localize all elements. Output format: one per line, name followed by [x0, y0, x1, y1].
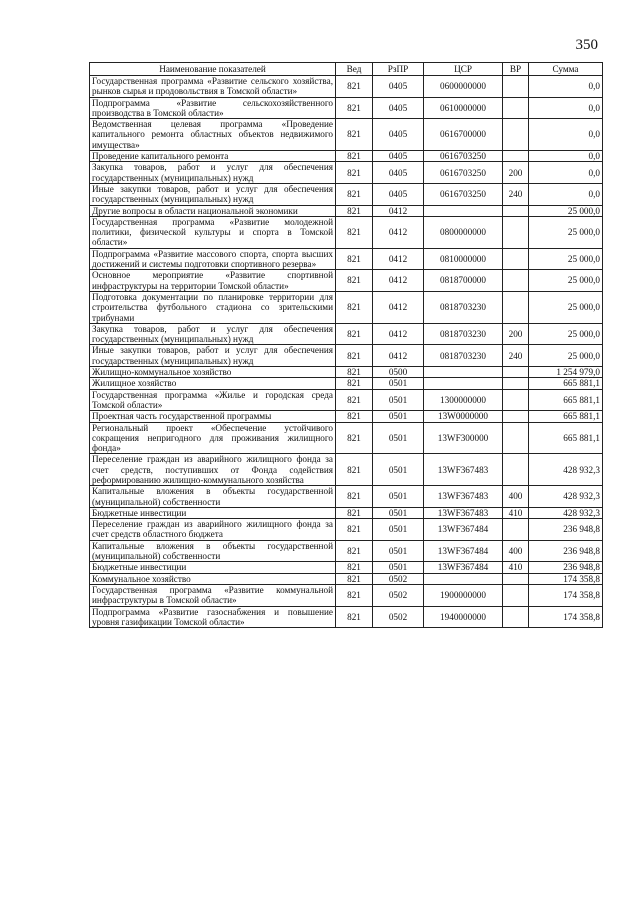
- row-name: Государственная программа «Развитие коммунальной инфраструктуры в Томской области»: [90, 584, 336, 606]
- row-csr: 0818703230: [424, 291, 503, 323]
- row-csr: 0616700000: [424, 119, 503, 151]
- row-vr: [503, 205, 529, 216]
- row-ved: 821: [336, 584, 373, 606]
- row-rzpr: 0412: [373, 345, 424, 367]
- row-ved: 821: [336, 540, 373, 562]
- row-ved: 821: [336, 562, 373, 573]
- row-name: Государственная программа «Жилье и городская среда Томской области»: [90, 389, 336, 411]
- row-csr: 1300000000: [424, 389, 503, 411]
- row-rzpr: 0500: [373, 367, 424, 378]
- row-csr: [424, 573, 503, 584]
- table-row: [90, 205, 603, 216]
- row-sum: 25 000,0: [529, 248, 603, 270]
- header-sum: Сумма: [529, 63, 603, 76]
- row-csr: 0616703250: [424, 162, 503, 184]
- row-vr: [503, 248, 529, 270]
- row-csr: 13WF367484: [424, 562, 503, 573]
- table-row: [90, 248, 603, 270]
- row-csr: 0610000000: [424, 97, 503, 119]
- table-row: [90, 454, 603, 486]
- row-rzpr: 0501: [373, 422, 424, 454]
- row-csr: 0818703230: [424, 323, 503, 345]
- row-vr: [503, 270, 529, 292]
- table-row: [90, 76, 603, 98]
- row-name: Переселение граждан из аварийного жилищного фонда за счет средств областного бюджета: [90, 519, 336, 541]
- row-ved: 821: [336, 486, 373, 508]
- row-ved: 821: [336, 573, 373, 584]
- header-name: Наименование показателей: [90, 63, 336, 76]
- row-name: Иные закупки товаров, работ и услуг для обеспечения государственных (муниципальных) нужд: [90, 183, 336, 205]
- row-sum: 236 948,8: [529, 540, 603, 562]
- table-row: [90, 562, 603, 573]
- row-rzpr: 0501: [373, 519, 424, 541]
- row-sum: 0,0: [529, 183, 603, 205]
- row-name: Проектная часть государственной программы: [90, 411, 336, 422]
- row-sum: 665 881,1: [529, 411, 603, 422]
- row-rzpr: 0501: [373, 486, 424, 508]
- header-row: [90, 63, 603, 76]
- row-vr: 200: [503, 323, 529, 345]
- row-ved: 821: [336, 378, 373, 389]
- table-row: [90, 378, 603, 389]
- table-row: [90, 573, 603, 584]
- row-name: Иные закупки товаров, работ и услуг для обеспечения государственных (муниципальных) нужд: [90, 345, 336, 367]
- row-vr: 410: [503, 562, 529, 573]
- row-sum: 428 932,3: [529, 486, 603, 508]
- row-name: Жилищно-коммунальное хозяйство: [90, 367, 336, 378]
- table-row: [90, 389, 603, 411]
- row-name: Переселение граждан из аварийного жилищного фонда за счет средств, поступивших от Фонда содействия реформированию жилищно-коммунального хозяйства: [90, 454, 336, 486]
- row-ved: 821: [336, 454, 373, 486]
- row-sum: 25 000,0: [529, 291, 603, 323]
- row-name: Региональный проект «Обеспечение устойчивого сокращения непригодного для проживания жилищного фонда»: [90, 422, 336, 454]
- row-rzpr: 0502: [373, 606, 424, 628]
- header-vr: ВР: [503, 63, 529, 76]
- row-rzpr: 0405: [373, 151, 424, 162]
- row-ved: 821: [336, 411, 373, 422]
- row-rzpr: 0501: [373, 507, 424, 518]
- row-vr: [503, 519, 529, 541]
- table-row: [90, 162, 603, 184]
- row-name: Закупка товаров, работ и услуг для обеспечения государственных (муниципальных) нужд: [90, 162, 336, 184]
- row-name: Капитальные вложения в объекты государственной (муниципальной) собственности: [90, 540, 336, 562]
- row-ved: 821: [336, 119, 373, 151]
- row-name: Подпрограмма «Развитие газоснабжения и повышение уровня газификации Томской области»: [90, 606, 336, 628]
- row-csr: 13WF367483: [424, 507, 503, 518]
- row-sum: 25 000,0: [529, 205, 603, 216]
- row-rzpr: 0502: [373, 584, 424, 606]
- row-rzpr: 0412: [373, 291, 424, 323]
- row-name: Коммунальное хозяйство: [90, 573, 336, 584]
- row-vr: [503, 584, 529, 606]
- row-rzpr: 0501: [373, 540, 424, 562]
- table-row: [90, 584, 603, 606]
- row-rzpr: 0405: [373, 76, 424, 98]
- row-sum: 0,0: [529, 151, 603, 162]
- table-header: [90, 63, 603, 76]
- table-row: [90, 323, 603, 345]
- row-vr: [503, 454, 529, 486]
- row-sum: 428 932,3: [529, 454, 603, 486]
- row-ved: 821: [336, 367, 373, 378]
- row-csr: 13WF367484: [424, 540, 503, 562]
- row-sum: 174 358,8: [529, 584, 603, 606]
- row-sum: 665 881,1: [529, 389, 603, 411]
- row-name: Государственная программа «Развитие сельского хозяйства, рынков сырья и продовольствия в Томской области»: [90, 76, 336, 98]
- row-sum: 236 948,8: [529, 562, 603, 573]
- row-name: Подпрограмма «Развитие сельскохозяйственного производства в Томской области»: [90, 97, 336, 119]
- row-rzpr: 0412: [373, 248, 424, 270]
- row-sum: 665 881,1: [529, 378, 603, 389]
- row-name: Бюджетные инвестиции: [90, 562, 336, 573]
- budget-table: [89, 62, 603, 628]
- table-row: [90, 119, 603, 151]
- row-csr: 13W0000000: [424, 411, 503, 422]
- table-row: [90, 183, 603, 205]
- row-sum: 174 358,8: [529, 606, 603, 628]
- row-ved: 821: [336, 606, 373, 628]
- row-vr: 240: [503, 345, 529, 367]
- row-vr: [503, 573, 529, 584]
- row-csr: 1900000000: [424, 584, 503, 606]
- row-rzpr: 0501: [373, 411, 424, 422]
- row-rzpr: 0412: [373, 323, 424, 345]
- table-row: [90, 411, 603, 422]
- row-rzpr: 0405: [373, 97, 424, 119]
- row-ved: 821: [336, 519, 373, 541]
- row-sum: 25 000,0: [529, 323, 603, 345]
- row-rzpr: 0412: [373, 216, 424, 248]
- table-row: [90, 97, 603, 119]
- row-vr: [503, 378, 529, 389]
- header-csr: ЦСР: [424, 63, 503, 76]
- row-vr: [503, 291, 529, 323]
- row-ved: 821: [336, 216, 373, 248]
- row-csr: 13WF367484: [424, 519, 503, 541]
- row-name: Подготовка документации по планировке территории для строительства футбольного стадиона со зрительскими трибунами: [90, 291, 336, 323]
- row-csr: 1940000000: [424, 606, 503, 628]
- row-ved: 821: [336, 291, 373, 323]
- row-rzpr: 0501: [373, 454, 424, 486]
- row-csr: 13WF300000: [424, 422, 503, 454]
- row-ved: 821: [336, 205, 373, 216]
- row-csr: [424, 367, 503, 378]
- table-row: [90, 291, 603, 323]
- row-sum: 25 000,0: [529, 216, 603, 248]
- row-sum: 0,0: [529, 76, 603, 98]
- row-csr: 0818703230: [424, 345, 503, 367]
- row-rzpr: 0412: [373, 205, 424, 216]
- row-rzpr: 0501: [373, 562, 424, 573]
- row-rzpr: 0405: [373, 119, 424, 151]
- row-csr: 0818700000: [424, 270, 503, 292]
- row-name: Ведомственная целевая программа «Проведение капитального ремонта областных объектов недвижимого имущества»: [90, 119, 336, 151]
- row-name: Жилищное хозяйство: [90, 378, 336, 389]
- row-name: Бюджетные инвестиции: [90, 507, 336, 518]
- row-name: Подпрограмма «Развитие массового спорта, спорта высших достижений и системы подготовки спортивного резерва»: [90, 248, 336, 270]
- row-ved: 821: [336, 183, 373, 205]
- row-ved: 821: [336, 389, 373, 411]
- row-name: Капитальные вложения в объекты государственной (муниципальной) собственности: [90, 486, 336, 508]
- table-row: [90, 216, 603, 248]
- row-sum: 0,0: [529, 97, 603, 119]
- page-number: 350: [575, 37, 598, 53]
- row-csr: 0616703250: [424, 183, 503, 205]
- row-ved: 821: [336, 270, 373, 292]
- row-vr: 200: [503, 162, 529, 184]
- row-vr: [503, 422, 529, 454]
- table-row: [90, 519, 603, 541]
- row-ved: 821: [336, 323, 373, 345]
- row-name: Государственная программа «Развитие молодежной политики, физической культуры и спорта в Томской области»: [90, 216, 336, 248]
- row-csr: 0616703250: [424, 151, 503, 162]
- table-body: [90, 76, 603, 628]
- row-ved: 821: [336, 507, 373, 518]
- table-row: [90, 540, 603, 562]
- table-row: [90, 507, 603, 518]
- row-rzpr: 0405: [373, 183, 424, 205]
- table-row: [90, 345, 603, 367]
- row-csr: 0600000000: [424, 76, 503, 98]
- header-rzpr: РзПР: [373, 63, 424, 76]
- row-sum: 25 000,0: [529, 345, 603, 367]
- row-rzpr: 0501: [373, 389, 424, 411]
- row-ved: 821: [336, 248, 373, 270]
- row-vr: [503, 97, 529, 119]
- row-name: Другие вопросы в области национальной экономики: [90, 205, 336, 216]
- row-sum: 25 000,0: [529, 270, 603, 292]
- row-ved: 821: [336, 76, 373, 98]
- row-vr: 240: [503, 183, 529, 205]
- row-vr: [503, 216, 529, 248]
- row-vr: [503, 76, 529, 98]
- row-vr: 400: [503, 486, 529, 508]
- row-ved: 821: [336, 422, 373, 454]
- row-vr: [503, 151, 529, 162]
- table-row: [90, 151, 603, 162]
- row-vr: [503, 389, 529, 411]
- row-sum: 665 881,1: [529, 422, 603, 454]
- row-rzpr: 0412: [373, 270, 424, 292]
- row-name: Основное мероприятие «Развитие спортивной инфраструктуры на территории Томской области»: [90, 270, 336, 292]
- row-csr: 0810000000: [424, 248, 503, 270]
- row-vr: [503, 367, 529, 378]
- row-sum: 428 932,3: [529, 507, 603, 518]
- row-csr: 13WF367483: [424, 486, 503, 508]
- row-sum: 0,0: [529, 119, 603, 151]
- table-row: [90, 606, 603, 628]
- row-vr: [503, 411, 529, 422]
- row-ved: 821: [336, 97, 373, 119]
- row-vr: [503, 606, 529, 628]
- header-ved: Вед: [336, 63, 373, 76]
- row-rzpr: 0405: [373, 162, 424, 184]
- row-csr: [424, 205, 503, 216]
- row-sum: 1 254 979,0: [529, 367, 603, 378]
- row-ved: 821: [336, 162, 373, 184]
- row-ved: 821: [336, 345, 373, 367]
- row-name: Закупка товаров, работ и услуг для обеспечения государственных (муниципальных) нужд: [90, 323, 336, 345]
- row-sum: 236 948,8: [529, 519, 603, 541]
- table-row: [90, 486, 603, 508]
- row-csr: 0800000000: [424, 216, 503, 248]
- row-vr: [503, 119, 529, 151]
- row-csr: [424, 378, 503, 389]
- table-row: [90, 270, 603, 292]
- row-sum: 174 358,8: [529, 573, 603, 584]
- table-row: [90, 367, 603, 378]
- table-row: [90, 422, 603, 454]
- row-rzpr: 0502: [373, 573, 424, 584]
- row-rzpr: 0501: [373, 378, 424, 389]
- row-vr: 410: [503, 507, 529, 518]
- row-name: Проведение капитального ремонта: [90, 151, 336, 162]
- row-sum: 0,0: [529, 162, 603, 184]
- row-csr: 13WF367483: [424, 454, 503, 486]
- row-ved: 821: [336, 151, 373, 162]
- row-vr: 400: [503, 540, 529, 562]
